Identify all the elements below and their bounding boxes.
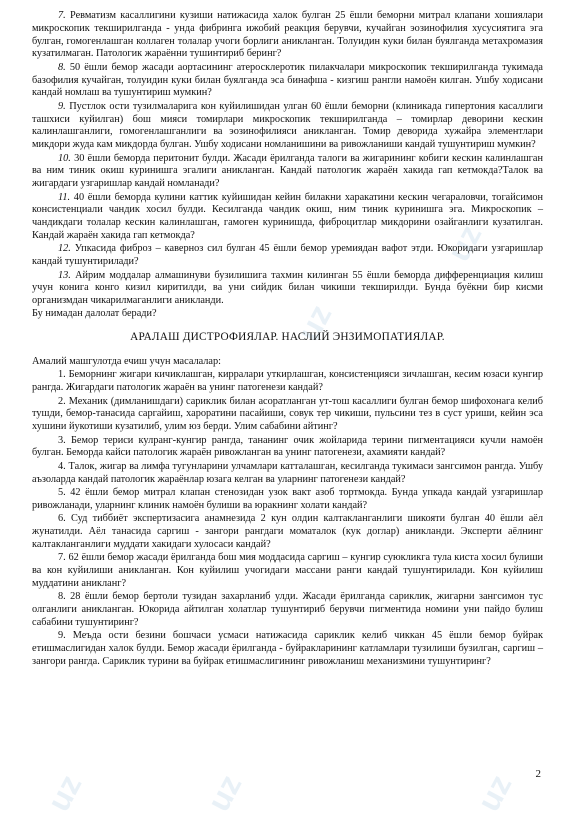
numbered-paragraph [32, 10, 543, 61]
paragraph-text: Суд тиббиёт экспертизасига анамнезида 2 кун олдин калтакланганлиги шикояти булган 40 ёшли аёл жунатилди. Аёл танасида саргиш - зангори рангдаги моматалок (кук доглар) аникланди. Эксперти аёлнинг калтакланганлиги муддати хакидаги хулосаси кандай? [32, 513, 543, 550]
task-intro: Амалий машгулотда ечиш учун масалалар: [32, 356, 221, 368]
paragraph-number: 7. [58, 552, 66, 564]
numbered-paragraph [32, 396, 543, 434]
watermark: uz [440, 218, 489, 267]
numbered-paragraph [32, 435, 543, 461]
numbered-paragraph [32, 243, 543, 269]
section-heading: АРАЛАШ ДИСТРОФИЯЛАР. НАСЛИЙ ЭНЗИМОПАТИЯЛАР. [130, 331, 445, 344]
paragraph-number: 3. [58, 434, 66, 446]
paragraph-text: Меъда ости безини бошчаси усмаси натижасида сариклик келиб чиккан 45 ёшли бемор буйрак етишмаслигидан халок булди. Бемор жасади ёрилганда - буйракларининг катламлари тузилиши бузилган, саргиш – зангори рангда. Сариклик турини ва буйрак етишмаслигининг ривожланиш механизмини тушунтиринг? [32, 630, 544, 667]
paragraph-text: 62 ёшли бемор жасади ёрилганда бош мия моддасида саргиш – кунгир суюкликга тула киста хосил булиши ва кон куйилиши аникланган. Кон куйилиш учогидаги массани ранги кандай тушунтирилади. Кон куйилиш муддатини аникланг? [32, 552, 544, 589]
case-list-top [32, 10, 543, 308]
paragraph-text: 40 ёшли беморда кулини каттик куйишидан кейин билакни харакатини кескин чегараловчи, тогайсимон консистенциали чандик хосил булди. Кесилганда чандик окиш, ним тиник куринишга эга. Микроскопик – чандикдаги толалар кескин калинлашган, гамоген куринишда, фиброцитлар микдорини озайганлиги кузатилган. Кандай жараён хакида гап кетмокда? [32, 191, 543, 241]
page-number: 2 [535, 768, 541, 780]
watermark: uz [470, 768, 519, 817]
watermark: uz [200, 768, 249, 817]
numbered-paragraph [32, 62, 543, 100]
document-body [32, 10, 543, 669]
paragraph-number: 11. [58, 191, 71, 203]
numbered-paragraph [32, 591, 543, 629]
numbered-paragraph [32, 369, 543, 395]
paragraph-number: 6. [58, 513, 66, 525]
paragraph-number: 2. [58, 395, 66, 407]
paragraph-number: 9. [58, 630, 66, 642]
watermark: uz [290, 298, 339, 347]
paragraph-text: Пустлок ости тузилмаларига кон куйилишидан улган 60 ёшли беморни (клиникада гипертония касаллиги ташхиси куйилган) бош мияси томирлари микроскопик текширилганда – томирлар деворини кескин калинлашганлиги, гомогенлашганлиги ва эозинофилияси аникланган. Томир деворида хужайра элементлари микдори жуда кам микдорда булган. Ушбу ходисани номланишини ва ривожланиши кандай тушунтириш мумкин? [32, 100, 543, 151]
numbered-paragraph [32, 192, 543, 243]
watermark: uz [40, 768, 89, 817]
paragraph-text: Беморнинг жигари кичиклашган, кирралари уткирлашган, консистенцияси зичлашган, кесим юзаси кунгир рангда. Жигардаги патологик жараён ва унинг патогенези кандай? [32, 369, 543, 394]
paragraph-text: 50 ёшли бемор жасади аортасининг атеросклеротик пилакчалари микроскопик текширилганда тукимада базофилия кучайган, толуидин куки билан буялганда эса бинафша - кизгиш рангли намоён килган. Ушбу ходисани кандай номлаш ва тушунтириш мумкин? [32, 61, 543, 99]
paragraph-number: 12. [58, 243, 71, 255]
paragraph-text: 28 ёшли бемор бертоли тузидан захарланиб улди. Жасади ёрилганда сариклик, жигарни зангсимон тус олганлиги аникланган. Юкорида айтилган холатлар тушунтириб берувчи пигментида номини уни пайдо булиш сабабини тушунтиринг? [32, 591, 543, 628]
paragraph-text: Механик (димланишдаги) сариклик билан асоратланган ут-тош касаллиги булган бемор шифохонага келиб тушди, бемор-танасида саргайиш, хароратини пасайиши, совук тер чикиши, пульсини тез в суст уриши, кейин эса хушини йукотиши кузатилиб, улим юз берди. Улим сабабини айтинг? [32, 395, 544, 433]
paragraph-text: Упкасида фиброз – каверноз сил булган 45 ёшли бемор уремиядан вафот этди. Юкоридаги узгаришлар кандай тушунтирилади? [32, 243, 543, 268]
paragraph-text: Ревматизм касаллигини кузиши натижасида халок булган 25 ёшли беморни митрал клапани хошиялари микроскопик текширилганда - унда фибринга ижобий реакция берувчи, кучайган эозинофилия хусусиятига эга булган, гомогенлашган коллаген толалар учоги борлиги аникланган. Толуидин куки билан буялганда метахромазия кузатилмаган. Патологик жараённи тушинтириб беринг? [32, 10, 543, 60]
paragraph-text: Талок, жигар ва лимфа тугунларини улчамлари катталашган, кесилганда тукимаси зангсимон рангда. Ушбу аъзоларда кандай патологик жараёнлар юзага келган ва уларнинг патогенези кандай? [32, 460, 543, 485]
numbered-paragraph [32, 552, 543, 590]
paragraph-text: 30 ёшли беморда перитонит булди. Жасади ёрилганда талоги ва жигарининг кобиги кескин калинлашган ва ним тиник окиш куринишга эгалиги аникланган. Кандай патологик жараён хакида гап кетмокда?Талок ва жигардаги узгаришлар кандай номланади? [32, 152, 543, 190]
paragraph-number: 7. [58, 10, 66, 21]
paragraph-number: 4. [58, 460, 66, 472]
paragraph-number: 1. [58, 369, 66, 381]
task-list [32, 369, 543, 668]
numbered-paragraph [32, 101, 543, 152]
paragraph-number: 9. [58, 100, 66, 112]
paragraph-text: 42 ёшли бемор митрал клапан стенозидан узок вакт азоб тортмокда. Бунда упкада кандай узгаришлар ривожланади, уларнинг клиник намоён булиши ва юракнинг холати кандай? [32, 487, 543, 511]
paragraph-number: 8. [58, 61, 66, 73]
paragraph-number: 10. [58, 152, 71, 164]
numbered-paragraph [32, 270, 543, 308]
closing-question: Бу нимадан далолат беради? [32, 308, 157, 320]
paragraph-number: 13. [58, 269, 71, 281]
paragraph-text: Бемор териси кулранг-кунгир рангда, тананинг очик жойларида терини пигментацияси кучли намоён булган. Беморда кайси патологик жараён ривожланган ва унинг патогенези, ахамияти кандай? [32, 434, 544, 459]
paragraph-text: Айрим моддалар алмашинуви бузилишига тахмин килинган 55 ёшли беморда дифференциация килиш учун конига конго кизил киритилди, ва уни сийдик билан чикиши текширилди. Бунда буёкни бир кисми организмдан чикарилмаганлиги аникланди. [32, 269, 543, 307]
numbered-paragraph [32, 487, 543, 513]
paragraph-number: 8. [58, 591, 66, 603]
numbered-paragraph [32, 153, 543, 191]
numbered-paragraph [32, 461, 543, 487]
numbered-paragraph [32, 513, 543, 551]
numbered-paragraph [32, 630, 543, 668]
paragraph-number: 5. [58, 487, 66, 499]
